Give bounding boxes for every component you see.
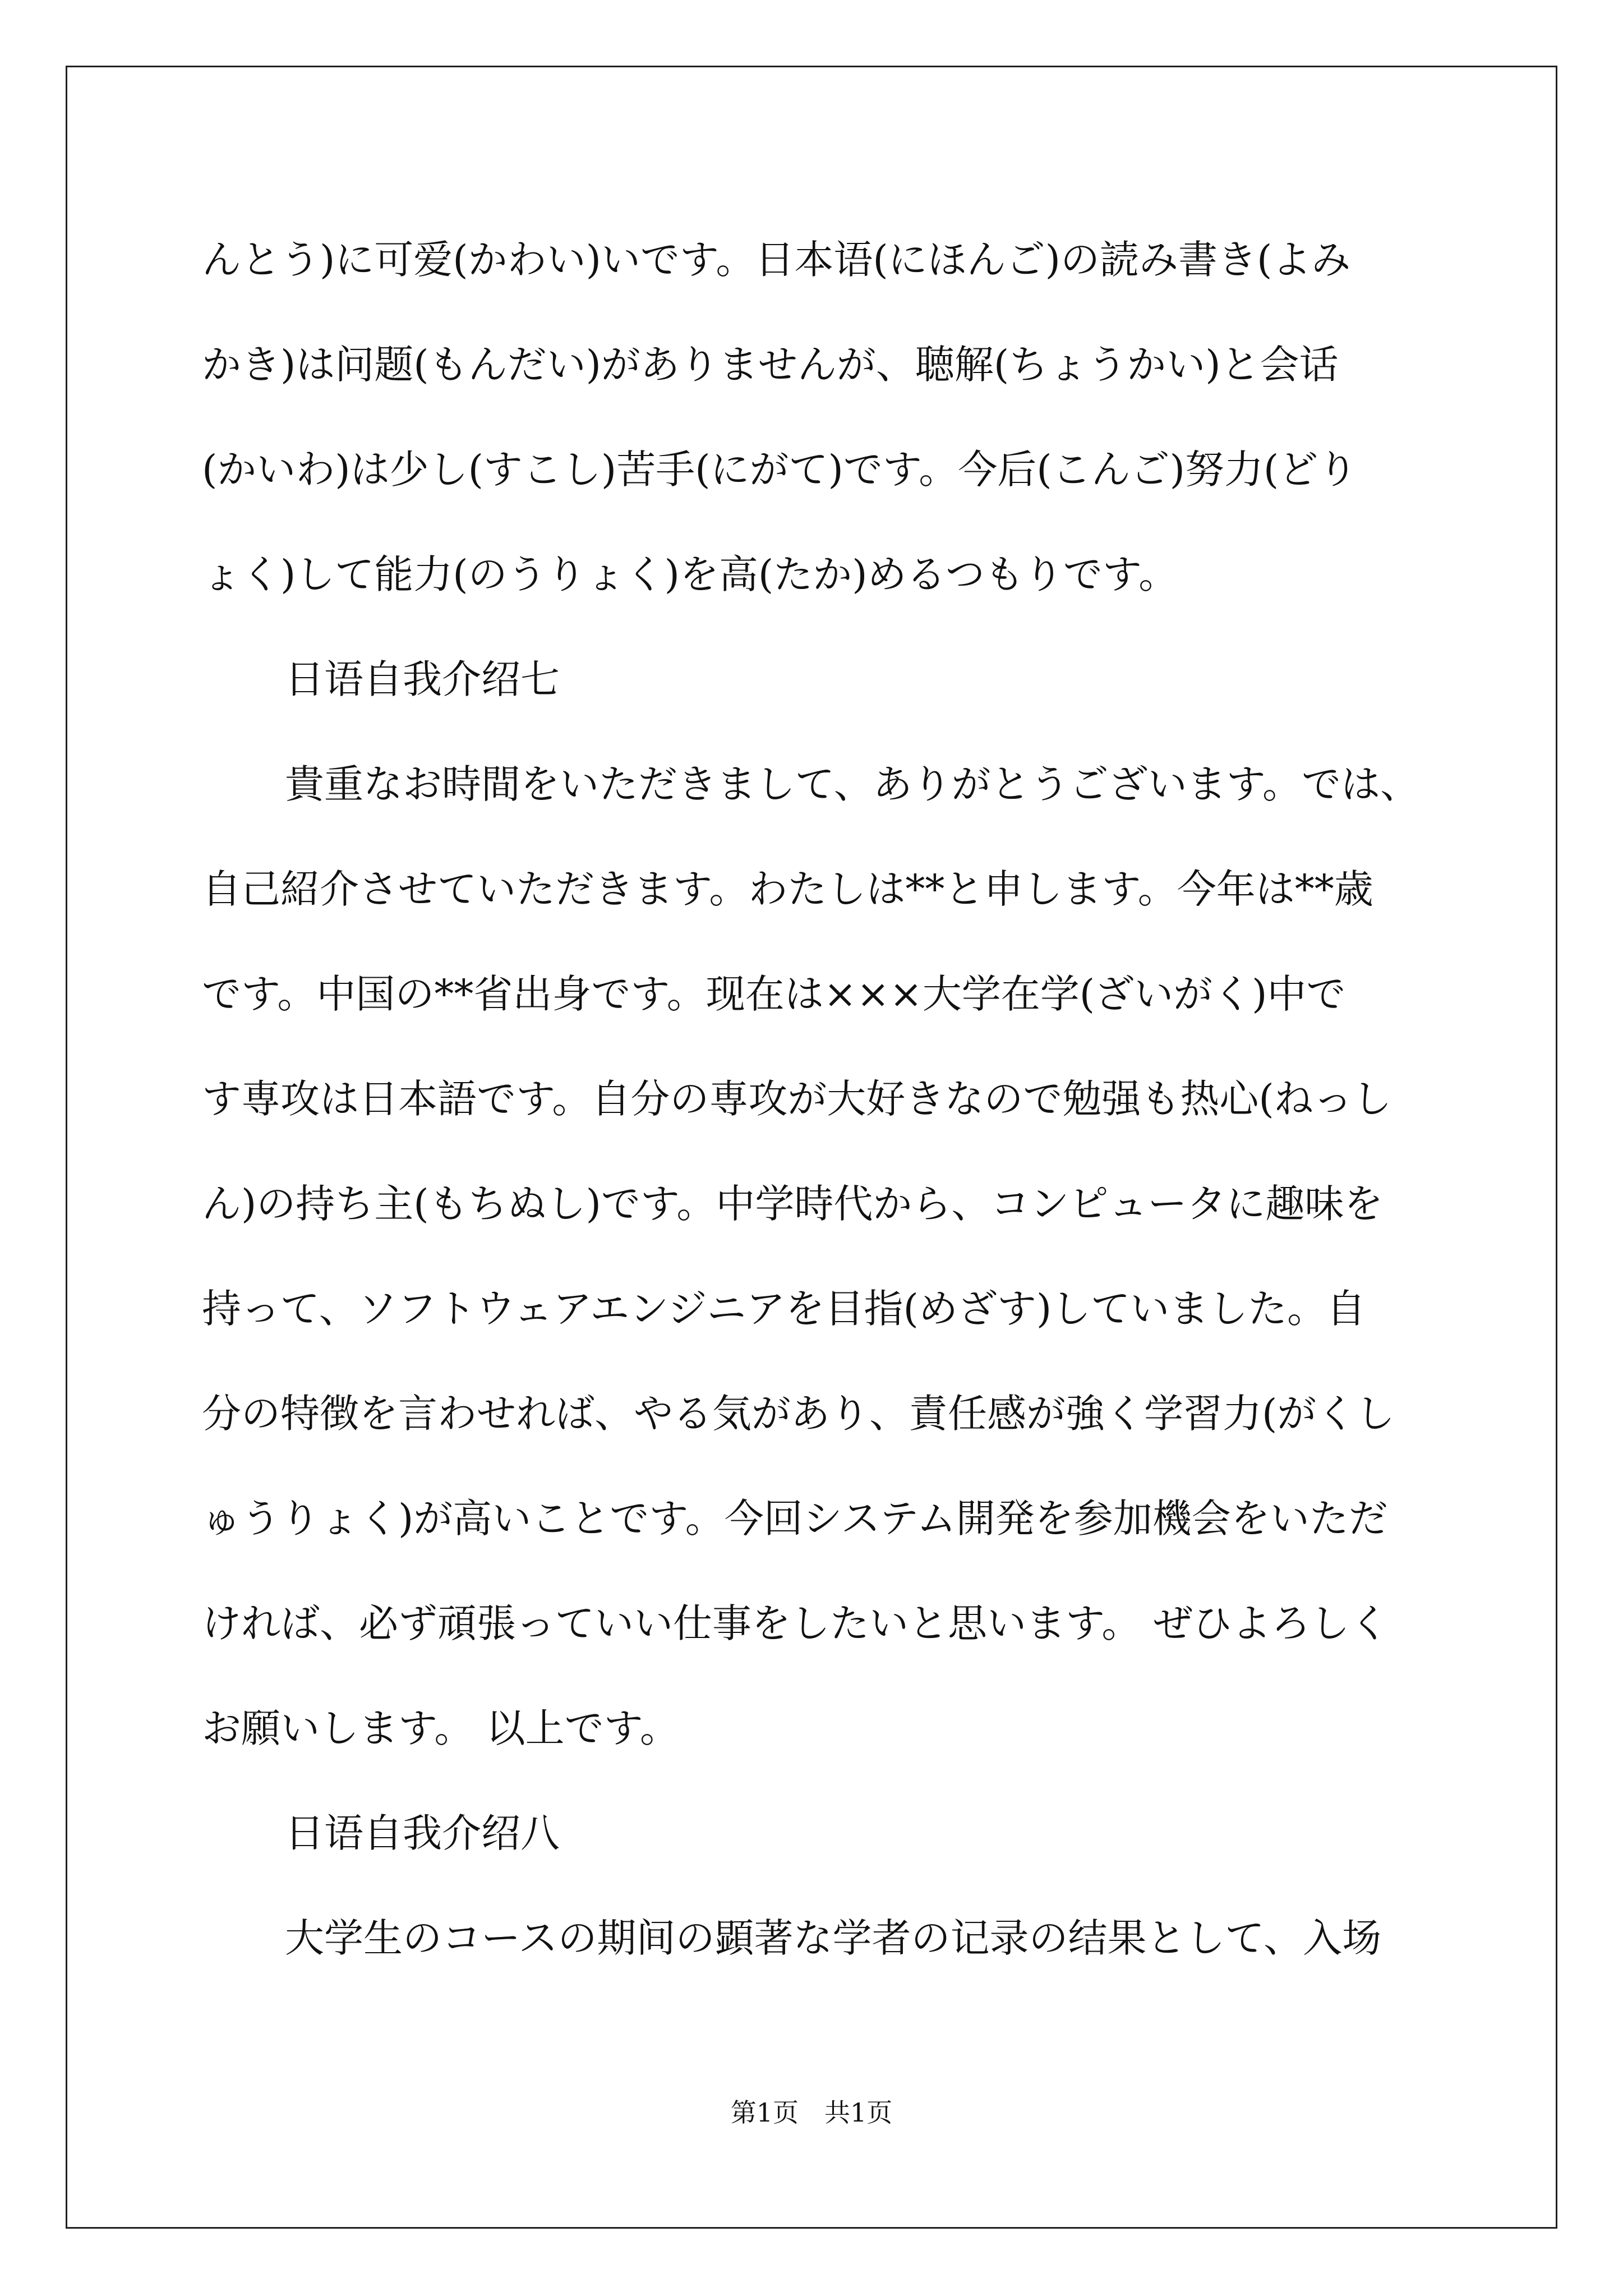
text-line: 持って、ソフトウェアエンジニアを目指(めざす)していました。自 [202, 1286, 1366, 1332]
text-line: 自己紹介させていただきます。わたしは**と申します。今年は**歳 [202, 866, 1373, 912]
document-body [202, 208, 1436, 1991]
section-heading: 日语自我介绍七 [285, 656, 560, 702]
text-line: (かいわ)は少し(すこし)苦手(にがて)です。今后(こんご)努力(どり [202, 447, 1358, 493]
text-line: ん)の持ち主(もちぬし)です。中学時代から、コンピュータに趣味を [202, 1181, 1384, 1227]
page-number-footer: 第1页 共1页 [730, 2097, 893, 2128]
text-line: かき)は问题(もんだい)がありませんが、聴解(ちょうかい)と会话 [202, 342, 1339, 388]
text-line: 分の特徴を言わせれば、やる気があり、責任感が強く学習力(がくし [202, 1391, 1395, 1437]
text-line: ょく)して能力(のうりょく)を高(たか)めるつもりです。 [202, 551, 1178, 597]
text-line: ゅうりょく)が高いことです。今回システム開発を参加機会をいただ [202, 1496, 1388, 1542]
text-line: お願いします。 以上です。 [202, 1705, 680, 1751]
text-line: す専攻は日本語です。自分の専攻が大好きなので勉强も热心(ねっし [202, 1076, 1392, 1122]
text-line: んとう)に可爱(かわい)いです。日本语(にほんご)の読み書き(よみ [202, 237, 1351, 283]
text-line: ければ、必ず頑張っていい仕事をしたいと思います。 ぜひよろしく [202, 1600, 1389, 1646]
section-heading: 日语自我介绍八 [285, 1810, 560, 1856]
text-line: 大学生のコースの期间の顕著な学者の记录の结果として、入场 [285, 1915, 1382, 1961]
text-line: 貴重なお時間をいただきまして、ありがとうございます。では、 [285, 761, 1419, 807]
text-line: です。中国の**省出身です。现在は×××大学在学(ざいがく)中で [202, 971, 1346, 1017]
